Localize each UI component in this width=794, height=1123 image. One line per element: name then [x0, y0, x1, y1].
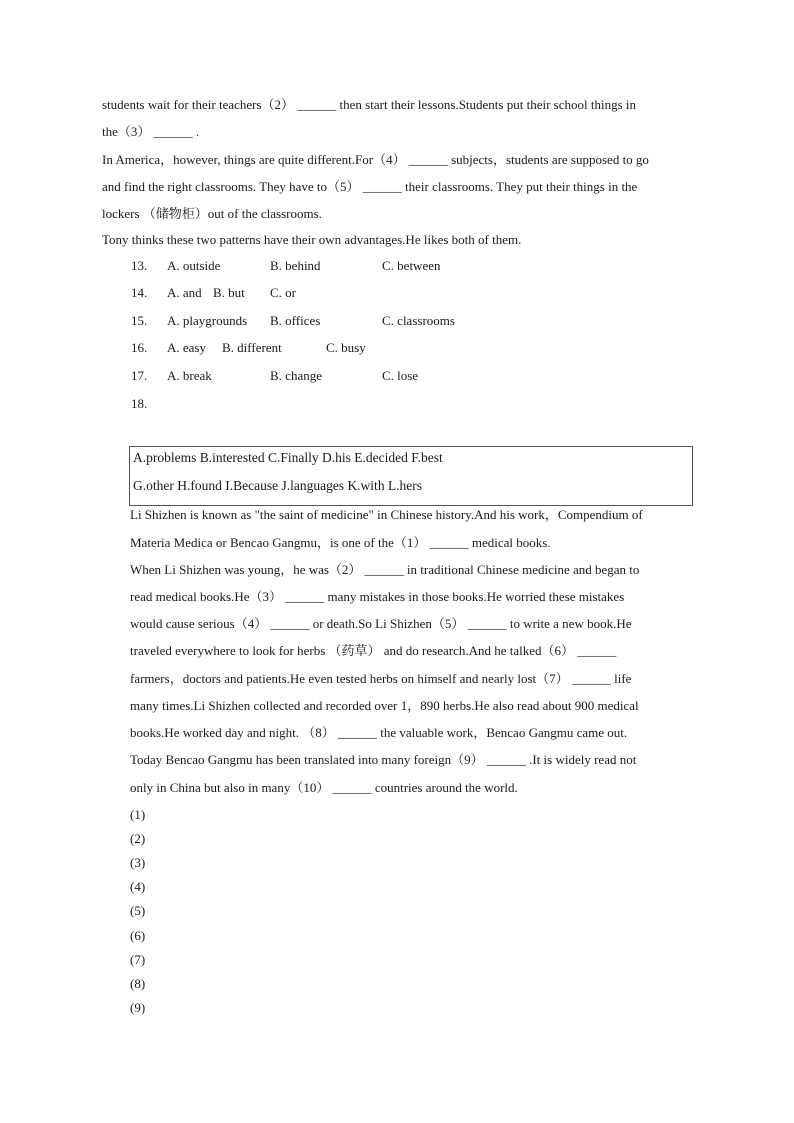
option-a: A. outside	[167, 258, 221, 273]
option-b: B. behind	[270, 258, 321, 273]
passage1-line: lockers （储物柜）out of the classrooms.	[102, 206, 322, 221]
question-number: 13.	[131, 258, 148, 273]
question-number: 17.	[131, 368, 148, 383]
option-b: B. but	[213, 285, 245, 300]
word-box	[129, 446, 693, 506]
answer-slot: (8)	[130, 976, 146, 991]
question-number: 14.	[131, 285, 148, 300]
option-a: A. break	[167, 368, 212, 383]
answer-slot: (7)	[130, 952, 146, 967]
question-number: 18.	[131, 396, 148, 411]
word-box-line: A.problems B.interested C.Finally D.his E.decided F.best	[133, 450, 443, 465]
answer-slot: (2)	[130, 831, 146, 846]
passage2-line: read medical books.He（3） ______ many mistakes in those books.He worried these mistakes	[130, 589, 625, 604]
option-a: A. easy	[167, 340, 206, 355]
question-number: 15.	[131, 313, 148, 328]
answer-slot: (1)	[130, 807, 146, 822]
passage2-line: When Li Shizhen was young，he was（2） ______ in traditional Chinese medicine and began to	[130, 562, 640, 577]
passage1-line: and find the right classrooms. They have to（5） ______ their classrooms. They put their things in the	[102, 179, 638, 194]
answer-slot: (9)	[130, 1000, 146, 1015]
passage2-line: only in China but also in many（10） ______ countries around the world.	[130, 780, 518, 795]
question-number: 16.	[131, 340, 148, 355]
passage1-line: students wait for their teachers（2） ______ then start their lessons.Students put their school things in	[102, 97, 637, 112]
option-c: C. lose	[382, 368, 419, 383]
passage2-line: Li Shizhen is known as "the saint of medicine" in Chinese history.And his work，Compendium of	[130, 507, 643, 522]
option-c: C. busy	[326, 340, 366, 355]
passage2-line: books.He worked day and night. （8） ______ the valuable work，Bencao Gangmu came out.	[130, 725, 628, 740]
option-c: C. between	[382, 258, 441, 273]
passage2-line: many times.Li Shizhen collected and recorded over 1，890 herbs.He also read about 900 medical	[130, 698, 639, 713]
passage2-line: traveled everywhere to look for herbs （药草） and do research.And he talked（6） ______	[130, 643, 617, 658]
option-b: B. different	[222, 340, 282, 355]
option-a: A. playgrounds	[167, 313, 248, 328]
passage1-line: Tony thinks these two patterns have their own advantages.He likes both of them.	[102, 232, 522, 247]
passage2-line: would cause serious（4） ______ or death.So Li Shizhen（5） ______ to write a new book.He	[130, 616, 632, 631]
passage2-line: farmers，doctors and patients.He even tested herbs on himself and nearly lost（7） ______ life	[130, 671, 632, 686]
answer-slot: (3)	[130, 855, 146, 870]
passage1-line: the（3） ______ .	[102, 124, 200, 139]
passage2-line: Materia Medica or Bencao Gangmu，is one of the（1） ______ medical books.	[130, 535, 551, 550]
option-c: C. or	[270, 285, 296, 300]
passage2-line: Today Bencao Gangmu has been translated into many foreign（9） ______ .It is widely read not	[130, 752, 637, 767]
passage1-line: In America，however, things are quite different.For（4） ______ subjects，students are supposed to go	[102, 152, 649, 167]
answer-slot: (6)	[130, 928, 146, 943]
option-a: A. and	[167, 285, 202, 300]
option-b: B. change	[270, 368, 322, 383]
option-c: C. classrooms	[382, 313, 455, 328]
answer-slot: (4)	[130, 879, 146, 894]
word-box-line: G.other H.found I.Because J.languages K.with L.hers	[133, 478, 423, 493]
option-b: B. offices	[270, 313, 321, 328]
answer-slot: (5)	[130, 903, 146, 918]
